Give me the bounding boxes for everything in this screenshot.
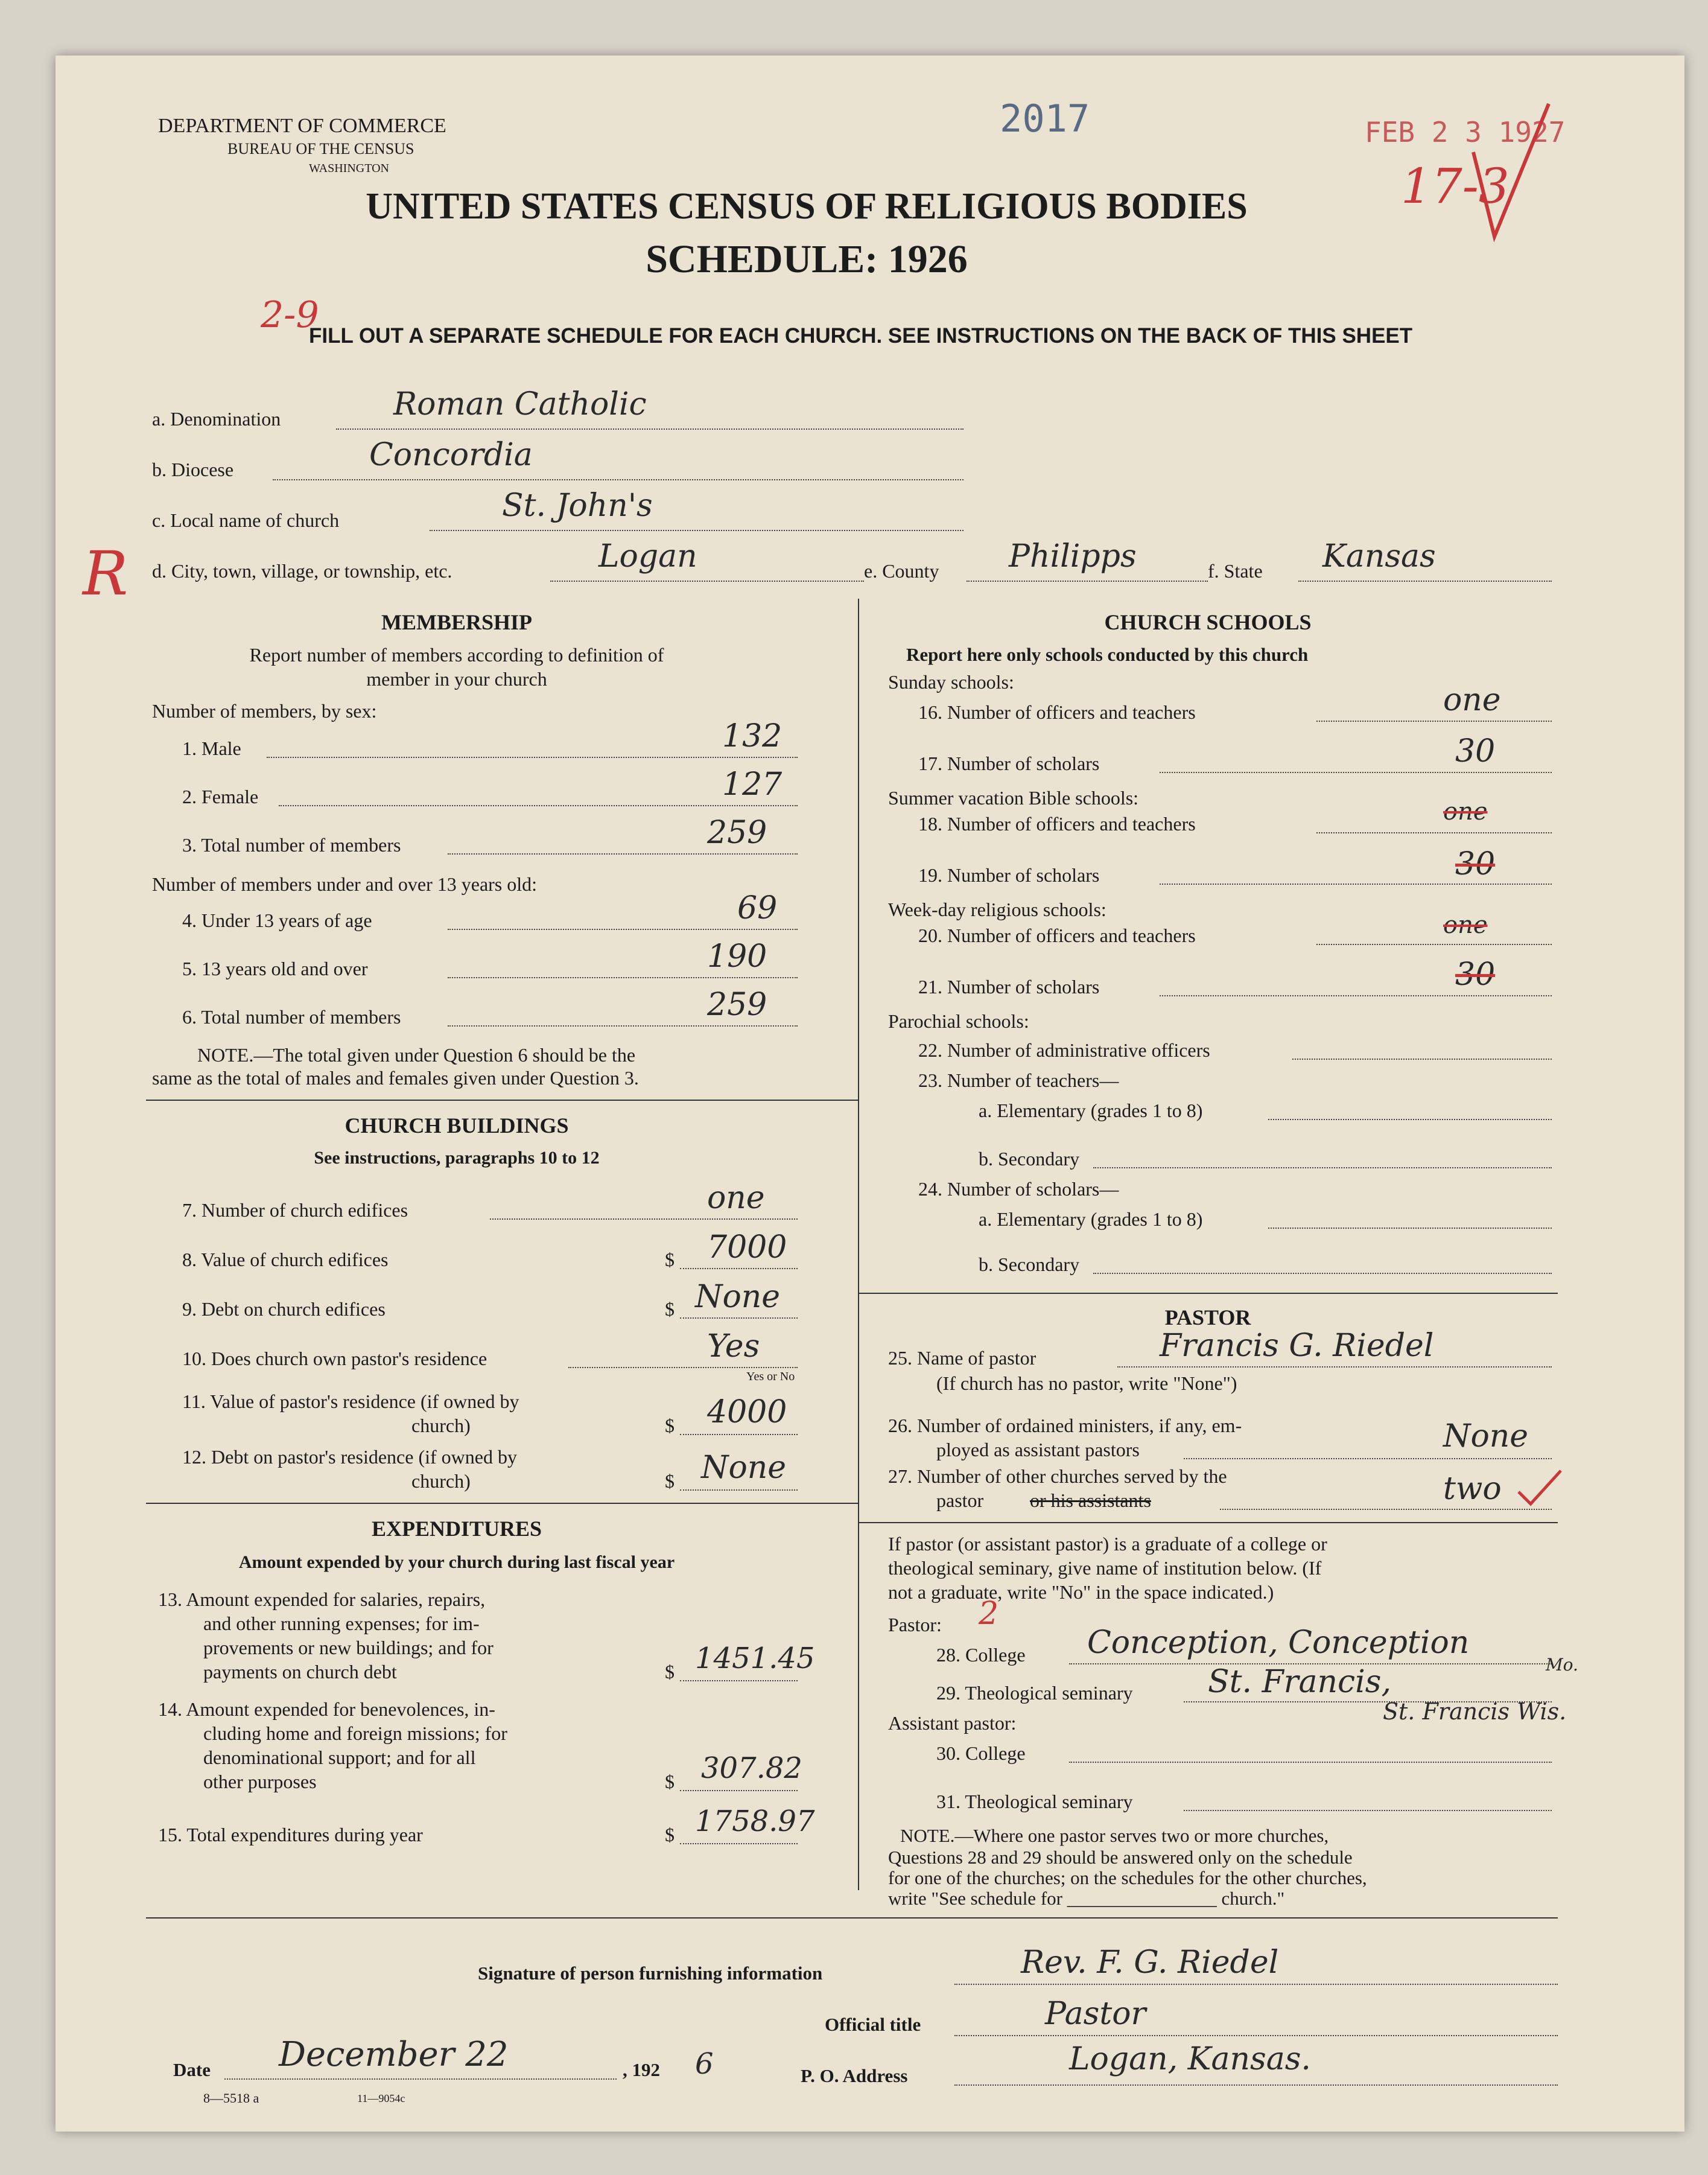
state-label: f. State [1208,560,1263,582]
total-members-age-label: 6. Total number of members [182,1006,401,1028]
female-value: 127 [722,766,783,803]
margin-note-top-right: 17-3 [1401,158,1510,214]
membership-intro-2: member in your church [366,668,547,690]
assistant-pastors-value: None [1443,1418,1529,1454]
pastor-label: Pastor: [888,1614,942,1635]
college-state-value: Mo. [1546,1655,1578,1675]
sunday-schools-label: Sunday schools: [888,671,1014,693]
number-stamp: 2017 [1000,97,1090,141]
bureau-label: BUREAU OF THE CENSUS [227,140,414,158]
pastor-note-2: Questions 28 and 29 should be answered only on the schedule [888,1847,1353,1868]
column-divider [858,599,859,1890]
form-number-2: 11—9054c [357,2092,405,2104]
residence-debt-label: 12. Debt on pastor's residence (if owned by [182,1446,517,1468]
college-value: Conception, Conception [1087,1625,1470,1661]
under-13-value: 69 [737,890,778,926]
membership-note-2: same as the total of males and females given under Question 3. [152,1067,639,1089]
city-label: d. City, town, village, or township, etc. [152,560,452,582]
buildings-subheading: See instructions, paragraphs 10 to 12 [314,1148,600,1168]
q13-value: 1451.45 [695,1642,815,1675]
q21-label: 21. Number of scholars [918,976,1100,998]
q27-line-2: pastor [936,1489,984,1511]
q15-value: 1758.97 [695,1804,815,1838]
q27-line-1: 27. Number of other churches served by the [888,1465,1227,1487]
residence-debt-label-2: church) [411,1470,471,1492]
margin-note-r: R [83,538,129,609]
male-value: 132 [722,718,783,754]
local-name-label: c. Local name of church [152,509,340,531]
county-value: Philipps [1009,538,1137,575]
seminary-location-value: St. Francis Wis. [1383,1698,1567,1725]
q17-label: 17. Number of scholars [918,753,1100,774]
total-members-value: 259 [707,815,767,851]
other-churches-value: two [1443,1471,1502,1507]
pastor-note-4: write "See schedule for ________________ church." [888,1888,1285,1909]
schools-intro: Report here only schools conducted by this church [906,644,1309,665]
q16-label: 16. Number of officers and teachers [918,701,1196,723]
pastor-mark: 2 [979,1596,999,1632]
q20-label: 20. Number of officers and teachers [918,925,1196,946]
q16-value: one [1443,682,1501,718]
total-members-label: 3. Total number of members [182,834,401,856]
state-value: Kansas [1322,538,1436,575]
expenditures-subheading: Amount expended by your church during last fiscal year [238,1552,675,1572]
q24b-label: b. Secondary [979,1253,1080,1275]
q21-value-struck: 30 [1455,957,1496,993]
q23a-label: a. Elementary (grades 1 to 8) [979,1100,1203,1121]
q14-line-3: denominational support; and for all [203,1747,476,1768]
q14-value: 307.82 [701,1751,802,1785]
q29-label: 29. Theological seminary [936,1682,1133,1704]
q27-struck-text: or his assistants [1030,1489,1151,1511]
membership-note-1: NOTE.—The total given under Question 6 should be the [197,1044,636,1066]
q23b-label: b. Secondary [979,1148,1080,1170]
female-label: 2. Female [182,786,259,807]
q25-note: (If church has no pastor, write "None") [936,1372,1237,1394]
q19-label: 19. Number of scholars [918,864,1100,886]
signature-label: Signature of person furnishing information [478,1963,823,1984]
q18-value-struck: one [1443,798,1488,826]
county-label: e. County [864,560,939,582]
q19-value-struck: 30 [1455,846,1496,882]
pastor-note-3: for one of the churches; on the schedules for the other churches, [888,1867,1367,1888]
red-check-mark-icon [1461,98,1558,255]
washington-label: WASHINGTON [309,162,389,175]
q22-label: 22. Number of administrative officers [918,1039,1210,1061]
date-value: December 22 [279,2035,509,2074]
residence-value-label-2: church) [411,1415,471,1436]
total-members-age-value: 259 [707,987,767,1023]
q31-label: 31. Theological seminary [936,1791,1133,1812]
value-edifices-value: 7000 [707,1229,787,1266]
grad-note-3: not a graduate, write "No" in the space indicated.) [888,1581,1274,1603]
pastor-name-value: Francis G. Riedel [1160,1328,1434,1364]
pastor-note-1: NOTE.—Where one pastor serves two or more churches, [900,1825,1329,1846]
form-subtitle: SCHEDULE: 1926 [646,237,968,281]
seminary-value: St. Francis, [1208,1664,1391,1700]
over-13-value: 190 [707,938,767,975]
q13-line-1: 13. Amount expended for salaries, repairs, [158,1588,486,1610]
grad-note-1: If pastor (or assistant pastor) is a graduate of a college or [888,1533,1327,1555]
year-prefix: , 192 [623,2059,660,2080]
yes-no-hint: Yes or No [746,1370,795,1383]
form-number: 8—5518 a [203,2091,259,2106]
membership-heading: MEMBERSHIP [381,610,532,634]
residence-value-label: 11. Value of pastor's residence (if owned by [182,1390,519,1412]
schools-heading: CHURCH SCHOOLS [1104,610,1312,634]
year-digit: 6 [695,2047,714,2081]
buildings-heading: CHURCH BUILDINGS [344,1113,569,1138]
value-edifices-label: 8. Value of church edifices [182,1249,389,1270]
city-value: Logan [598,538,697,575]
under-13-label: 4. Under 13 years of age [182,909,372,931]
membership-intro-1: Report number of members according to definition of [249,644,664,666]
own-residence-value: Yes [707,1328,760,1365]
assistant-pastor-label: Assistant pastor: [888,1712,1017,1734]
diocese-value: Concordia [369,437,533,473]
q20-value-struck: one [1443,911,1488,939]
denomination-label: a. Denomination [152,408,281,430]
residence-debt-value: None [701,1450,787,1486]
q13-line-4: payments on church debt [203,1661,397,1683]
q24-label: 24. Number of scholars— [918,1178,1119,1200]
pastor-heading: PASTOR [1164,1305,1251,1330]
over-13-label: 5. 13 years old and over [182,958,368,979]
debt-edifices-value: None [695,1279,781,1315]
q30-label: 30. College [936,1742,1026,1764]
weekday-schools-label: Week-day religious schools: [888,899,1106,920]
official-title-value: Pastor [1045,1996,1146,2032]
q28-label: 28. College [936,1644,1026,1666]
q14-line-1: 14. Amount expended for benevolences, in- [158,1698,495,1720]
q15-label: 15. Total expenditures during year [158,1824,423,1845]
received-date-stamp: FEB 2 3 1927 [1365,116,1566,148]
red-check-q27-icon [1516,1468,1564,1510]
q13-line-3: provements or new buildings; and for [203,1637,494,1658]
po-address-value: Logan, Kansas. [1069,2041,1311,2077]
church-edifices-value: one [707,1180,765,1216]
q14-line-4: other purposes [203,1771,317,1792]
members-by-sex-label: Number of members, by sex: [152,700,377,722]
church-edifices-label: 7. Number of church edifices [182,1199,408,1221]
residence-value-value: 4000 [707,1394,787,1430]
q23-label: 23. Number of teachers— [918,1069,1119,1091]
q25-label: 25. Name of pastor [888,1347,1037,1369]
q18-label: 18. Number of officers and teachers [918,813,1196,835]
q13-line-2: and other running expenses; for im- [203,1613,480,1634]
summer-schools-label: Summer vacation Bible schools: [888,787,1139,809]
age-heading: Number of members under and over 13 years old: [152,873,538,895]
male-label: 1. Male [182,737,241,759]
q26-line-2: ployed as assistant pastors [936,1439,1140,1460]
census-schedule-sheet: DEPARTMENT OF COMMERCE BUREAU OF THE CENSUS WASHINGTON 2017 FEB 2 3 1927 17-3 UNITED STATES CENSUS OF RELIGIOUS BODIES SCHEDULE: 1926 2-9 FILL OUT A SEPARATE SCHEDULE FOR EACH CHURCH. SEE INSTRUCTIONS ON THE BACK OF THIS SHEET R a. Denomination Roman Catholic b. Diocese Concordia c. Local name of church St. John's d. City, town, village, or township, etc. Logan e. County Philipps f. State Kansas MEMBERSHIP Report number of members according to definition of member in your church Number of members, by sex: 1. Male 132 2. Female 127 3. Total number of members 259 Number of members under and over 13 years old: 4. Under 13 years of age 69 5. 13 years old and over 190 6. Total number of members 259 NOTE.—The total given under Question 6 should be the same as the total of males and females given under Question 3. CHURCH BUILDINGS See instructions, paragraphs 10 to 12 7. Number of church edifices one 8. Value of church edifices $ 7000 9. Debt on church edifices $ None 10. Does church own pastor's residence Yes Yes or No 11. Value of pastor's residence (if owned by church) $ 4000 12. Debt on pastor's residence (if owned by church) $ None EXPENDITURES Amount expended by your church during last fiscal year 13. Amount expended for salaries, repairs, and other running expenses; for im- provements or new buildings; and for payments on church debt $ 1451.45 14. Amount expended for benevolences, in- cluding home and foreign missions; for denominational support; and for all other purposes $ 307.82 15. Total expenditures during year $ 1758.97 CHURCH SCHOOLS Report here only schools conducted by this church Sunday schools: 16. Number of officers and teachers one 17. Number of scholars 30 Summer vacation Bible schools: 18. Number of officers and teachers one 19. Number of scholars 30 Week-day religious schools: 20. Number of officers and teachers one 21. Number of scholars 30 Parochial schools: 22. Number of administrative officers 23. Number of teachers— a. Elementary (grades 1 to 8) b. Secondary 24. Number of scholars— a. Elementary (grades 1 to 8) b. Secondary PASTOR 25. Name of pastor Francis G. Riedel (If church has no pastor, write "None") 26. Number of ordained ministers, if any, em- ployed as assistant pastors None 27. Number of other churches served by the pastor or his assistants two If pastor (or assistant pastor) is a graduate of a college or theological seminary, give name of institution below. (If not a graduate, write "No" in the space indicated.) Pastor: 2 28. College Conception, Conception Mo. 29. Theological seminary St. Francis, St. Francis Wis. Assistant pastor: 30. College 31. Theological seminary NOTE.—Where one pastor serves two or more churches, Questions 28 and 29 should be answered only on the schedule for one of the churches; on the schedules for the other churches, write "See schedule for ________________ church." Signature of person furnishing information Rev. F. G. Riedel Official title Pastor Date December 22 , 192 6 P. O. Address Logan, Kansas. 8—5518 a 11—9054c [56,56,1684,2132]
po-address-label: P. O. Address [801,2065,908,2086]
denomination-value: Roman Catholic [393,386,647,422]
parochial-schools-label: Parochial schools: [888,1010,1029,1032]
expenditures-heading: EXPENDITURES [371,1517,542,1541]
local-name-value: St. John's [502,488,653,524]
q24a-label: a. Elementary (grades 1 to 8) [979,1208,1203,1230]
diocese-label: b. Diocese [152,459,234,480]
q26-line-1: 26. Number of ordained ministers, if any, em- [888,1415,1242,1436]
margin-note-2-9: 2-9 [261,294,319,336]
signature-value: Rev. F. G. Riedel [1021,1944,1279,1981]
own-residence-label: 10. Does church own pastor's residence [182,1348,487,1369]
form-title: UNITED STATES CENSUS OF RELIGIOUS BODIES [366,186,1248,227]
debt-edifices-label: 9. Debt on church edifices [182,1298,386,1320]
q14-line-2: cluding home and foreign missions; for [203,1722,507,1744]
grad-note-2: theological seminary, give name of institution below. (If [888,1557,1322,1579]
instructions-line: FILL OUT A SEPARATE SCHEDULE FOR EACH CHURCH. SEE INSTRUCTIONS ON THE BACK OF THIS SHEET [309,324,1413,348]
official-title-label: Official title [825,2014,921,2035]
q17-value: 30 [1455,733,1496,769]
date-label: Date [173,2059,211,2080]
department-label: DEPARTMENT OF COMMERCE [158,115,446,137]
